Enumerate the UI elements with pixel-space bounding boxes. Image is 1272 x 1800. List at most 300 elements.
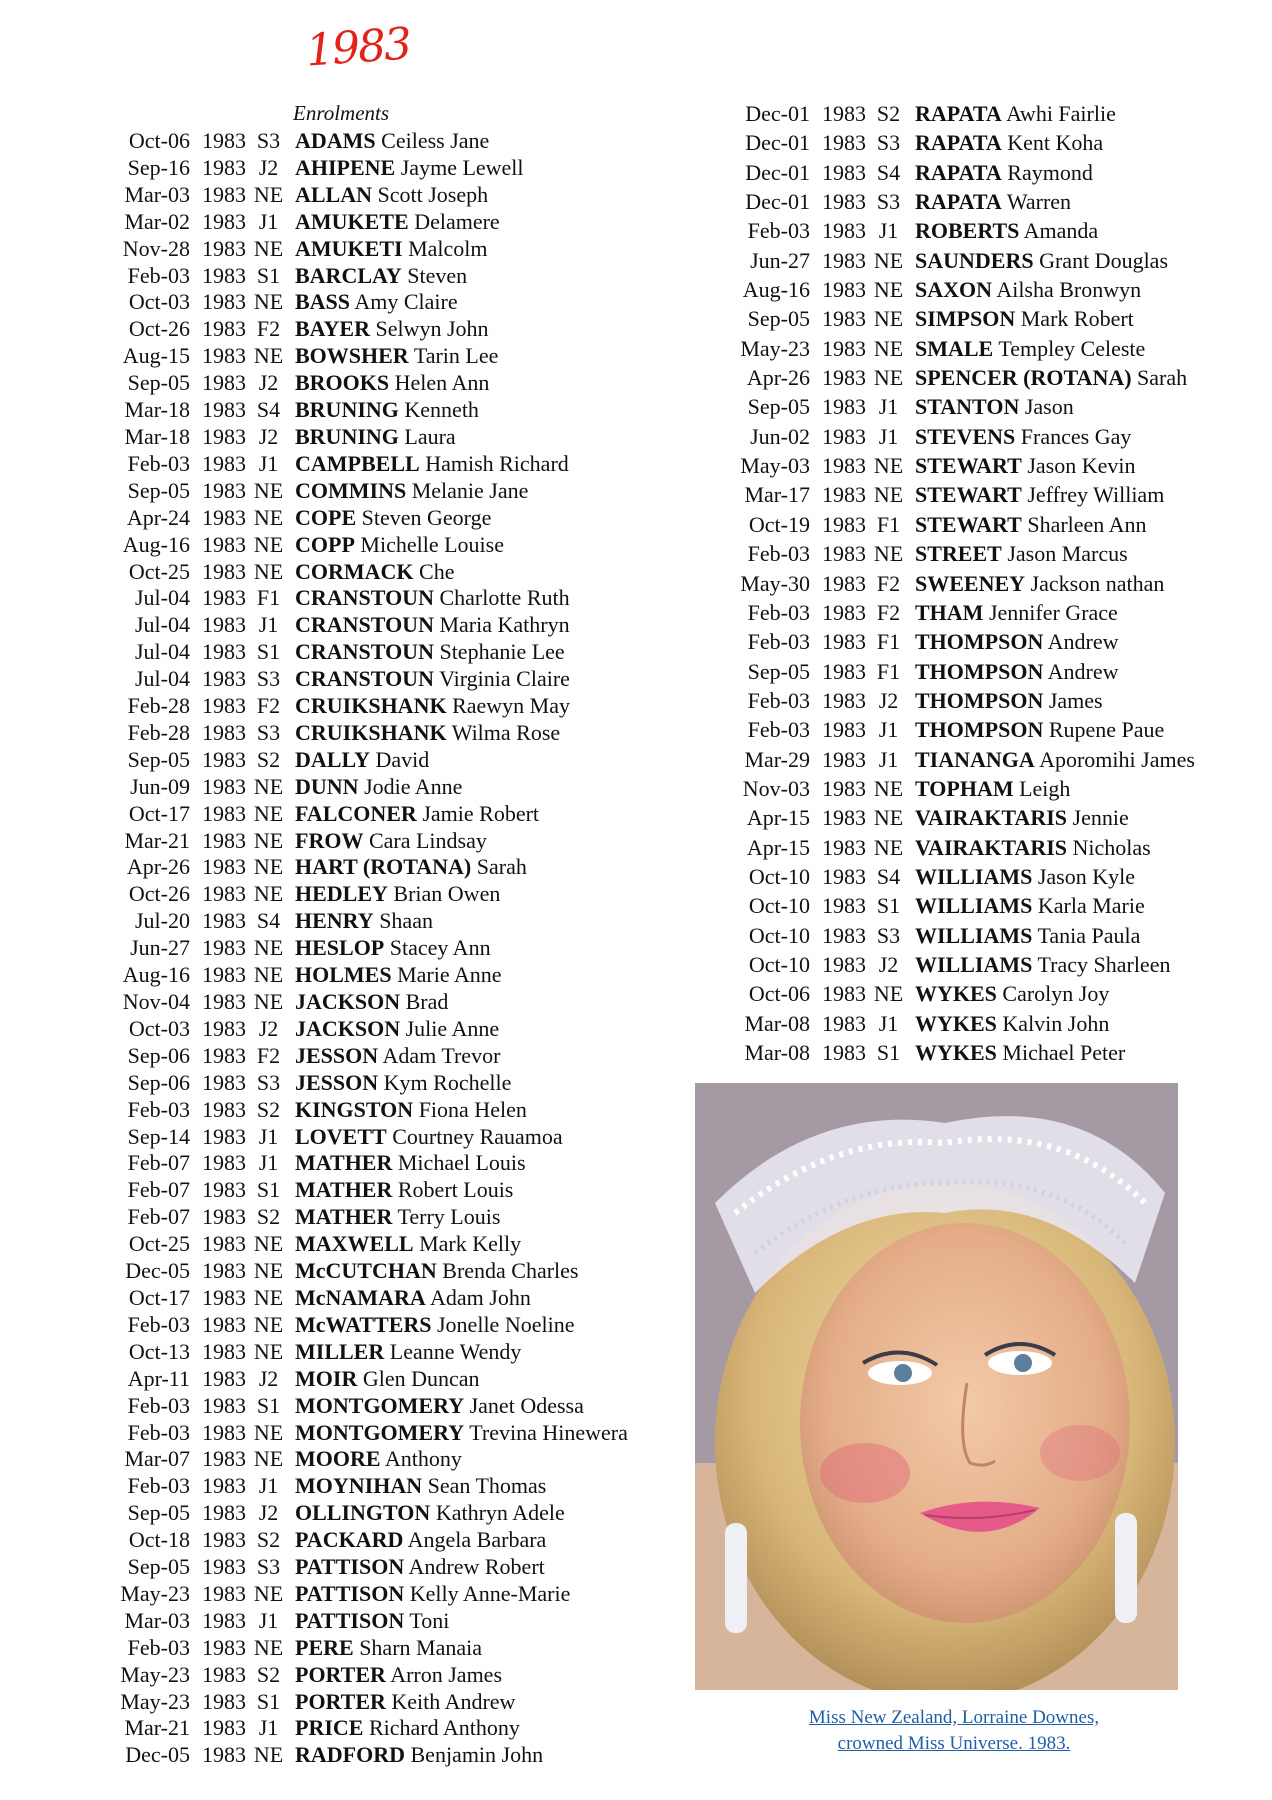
student-surname: WYKES — [915, 1040, 997, 1065]
enrolment-class: S3 — [876, 922, 901, 948]
enrolment-row — [95, 854, 675, 881]
enrolment-class: S3 — [876, 130, 901, 156]
student-surname: STEWART — [915, 453, 1022, 479]
student-surname: ROBERTS — [915, 218, 1020, 244]
enrolment-date: Jun-02 — [750, 423, 810, 449]
enrolment-row — [95, 209, 675, 236]
student-given-names: Kenneth — [404, 397, 479, 423]
student-name — [911, 657, 1119, 686]
enrolment-row — [700, 569, 1260, 598]
student-surname: CRUIKSHANK — [295, 693, 447, 719]
student-name — [291, 1635, 482, 1662]
student-given-names: Richard Anthony — [368, 1715, 520, 1741]
enrolment-row — [700, 422, 1260, 451]
enrolment-year: 1983 — [822, 189, 866, 215]
enrolment-row — [700, 216, 1260, 245]
student-surname: CRANSTOUN — [295, 585, 434, 611]
student-name — [291, 505, 491, 532]
enrolment-year: 1983 — [822, 423, 866, 449]
student-given-names: Ceiless Jane — [381, 128, 490, 153]
student-surname: JACKSON — [295, 989, 401, 1014]
enrolment-date: Jul-04 — [135, 612, 190, 638]
enrolment-class: J2 — [258, 1015, 279, 1041]
enrolment-class: S2 — [876, 101, 901, 126]
enrolment-row — [95, 1662, 675, 1689]
student-surname: STREET — [915, 541, 1002, 567]
student-given-names: Raymond — [1007, 159, 1093, 185]
enrolment-class: NE — [253, 773, 284, 799]
enrolment-date: Jun-27 — [750, 247, 810, 273]
enrolment-class: NE — [253, 1311, 284, 1337]
enrolment-year: 1983 — [202, 1661, 246, 1687]
student-name — [291, 1473, 546, 1500]
enrolment-class: J2 — [258, 154, 279, 180]
enrolment-class: J1 — [878, 218, 899, 244]
student-surname: ALLAN — [295, 181, 373, 207]
student-name — [291, 155, 524, 182]
enrolment-row — [700, 304, 1260, 333]
student-given-names: Wilma Rose — [451, 719, 561, 745]
student-name — [291, 236, 488, 263]
student-surname: STEWART — [915, 482, 1022, 508]
enrolment-year: 1983 — [822, 746, 866, 772]
student-given-names: Trevina Hinewera — [469, 1419, 628, 1445]
student-name — [291, 289, 458, 316]
student-name — [911, 950, 1170, 979]
student-given-names: Jayme Lewell — [400, 154, 524, 180]
enrolment-class: NE — [253, 1284, 284, 1310]
enrolment-class: NE — [253, 935, 284, 961]
enrolment-class: S4 — [256, 397, 281, 423]
student-given-names: Amy Claire — [354, 289, 458, 315]
enrolment-row — [95, 1554, 675, 1581]
enrolment-row — [95, 1393, 675, 1420]
student-name — [291, 1124, 563, 1151]
enrolment-row — [95, 263, 675, 290]
student-name — [291, 585, 570, 612]
enrolment-year: 1983 — [822, 629, 866, 655]
student-name — [911, 158, 1093, 187]
enrolment-date: Oct-10 — [748, 863, 810, 889]
caption-line-1[interactable]: Miss New Zealand, Lorraine Downes, — [808, 1707, 1100, 1728]
enrolment-row — [700, 187, 1260, 216]
enrolment-row — [95, 1043, 675, 1070]
student-surname: WILLIAMS — [915, 951, 1033, 977]
enrolment-row — [700, 833, 1260, 862]
enrolment-date: Feb-03 — [127, 1311, 190, 1337]
student-given-names: Amanda — [1023, 218, 1099, 244]
student-name — [911, 745, 1195, 774]
portrait-illustration — [695, 1083, 1178, 1690]
enrolment-class: S1 — [256, 1392, 281, 1418]
student-surname: WILLIAMS — [915, 893, 1033, 919]
student-given-names: Sharleen Ann — [1027, 511, 1147, 537]
enrolment-date: Nov-03 — [742, 775, 810, 801]
enrolment-year: 1983 — [822, 981, 866, 1007]
enrolment-class: NE — [253, 1258, 284, 1284]
student-given-names: Tracy Sharleen — [1037, 951, 1171, 977]
student-surname: THAM — [915, 599, 984, 625]
enrolment-year: 1983 — [822, 101, 866, 126]
student-given-names: Glen Duncan — [362, 1365, 480, 1391]
enrolment-year: 1983 — [202, 477, 246, 503]
enrolment-row — [700, 128, 1260, 157]
student-surname: BRUNING — [295, 397, 399, 423]
student-surname: STANTON — [915, 394, 1020, 420]
enrolment-row — [700, 891, 1260, 920]
student-surname: CRANSTOUN — [295, 639, 434, 665]
student-name — [291, 1715, 520, 1742]
enrolment-year: 1983 — [822, 863, 866, 889]
student-surname: MOYNIHAN — [295, 1473, 423, 1499]
enrolment-year: 1983 — [202, 773, 246, 799]
enrolment-row — [700, 950, 1260, 979]
enrolment-class: NE — [873, 335, 904, 361]
student-name — [291, 1393, 584, 1420]
enrolment-date: Jul-04 — [135, 666, 190, 692]
student-surname: THOMPSON — [915, 687, 1044, 713]
student-given-names: Raewyn May — [452, 693, 570, 719]
student-given-names: Templey Celeste — [998, 335, 1146, 361]
enrolment-class: NE — [253, 1446, 284, 1472]
enrolment-date: May-23 — [120, 1688, 190, 1714]
student-name — [291, 559, 455, 586]
enrolment-year: 1983 — [202, 1231, 246, 1257]
student-given-names: Warren — [1006, 189, 1072, 215]
enrolment-row — [95, 720, 675, 747]
enrolment-row — [95, 343, 675, 370]
student-surname: RAPATA — [915, 159, 1002, 185]
enrolment-class: S2 — [256, 1096, 281, 1122]
student-name — [291, 1150, 526, 1177]
enrolment-date: Sep-05 — [127, 477, 190, 503]
enrolment-class: F1 — [876, 629, 901, 655]
student-name — [911, 774, 1070, 803]
enrolment-row — [95, 585, 675, 612]
student-name — [291, 1742, 543, 1769]
student-given-names: Keith Andrew — [391, 1688, 516, 1714]
enrolment-row — [95, 801, 675, 828]
student-given-names: Benjamin John — [410, 1742, 544, 1768]
student-surname: MAXWELL — [295, 1231, 414, 1257]
enrolment-row — [95, 881, 675, 908]
student-given-names: Jason Marcus — [1007, 541, 1128, 567]
enrolment-year: 1983 — [202, 962, 246, 988]
enrolment-date: Oct-13 — [128, 1338, 190, 1364]
student-given-names: Virginia Claire — [439, 666, 570, 692]
student-surname: CRUIKSHANK — [295, 719, 447, 745]
enrolment-class: NE — [873, 306, 904, 332]
enrolment-date: Feb-07 — [127, 1204, 190, 1230]
student-name — [291, 1016, 499, 1043]
student-given-names: Adam Trevor — [382, 1042, 501, 1068]
enrolment-date: Sep-05 — [747, 306, 810, 332]
student-name — [911, 833, 1151, 862]
enrolment-date: May-03 — [740, 453, 810, 479]
student-surname: JESSON — [295, 1042, 379, 1068]
enrolment-year: 1983 — [202, 666, 246, 692]
student-given-names: Michael Peter — [1002, 1040, 1126, 1065]
enrolment-class: F2 — [256, 316, 281, 342]
enrolment-class: J1 — [878, 1010, 899, 1036]
enrolment-date: Oct-10 — [748, 922, 810, 948]
enrolment-row — [700, 510, 1260, 539]
enrolment-date: Jul-20 — [135, 908, 190, 934]
enrolment-date: Feb-03 — [127, 1419, 190, 1445]
student-surname: DALLY — [295, 746, 370, 772]
enrolment-row — [95, 1312, 675, 1339]
enrolment-year: 1983 — [822, 541, 866, 567]
enrolment-class: NE — [253, 1338, 284, 1364]
enrolment-year: 1983 — [202, 746, 246, 772]
student-name — [291, 209, 500, 236]
student-name — [291, 1177, 513, 1204]
enrolment-row — [95, 155, 675, 182]
enrolment-date: Mar-29 — [744, 746, 810, 772]
enrolment-year: 1983 — [202, 289, 246, 315]
enrolment-list-left — [95, 128, 675, 1769]
enrolment-row — [95, 1527, 675, 1554]
enrolment-date: Oct-26 — [128, 881, 190, 907]
enrolment-row — [95, 828, 675, 855]
student-given-names: Kent Koha — [1007, 130, 1104, 156]
enrolment-date: Feb-03 — [127, 262, 190, 288]
enrolment-class: F1 — [876, 511, 901, 537]
enrolment-year: 1983 — [822, 159, 866, 185]
enrolment-year: 1983 — [202, 1069, 246, 1095]
student-surname: CORMACK — [295, 558, 414, 584]
student-given-names: Kelly Anne-Marie — [409, 1580, 571, 1606]
enrolment-date: Dec-05 — [125, 1258, 190, 1284]
caption-line-2[interactable]: crowned Miss Universe. 1983. — [837, 1733, 1071, 1754]
enrolment-date: Sep-05 — [127, 746, 190, 772]
student-name — [291, 908, 433, 935]
enrolment-class: J1 — [878, 717, 899, 743]
enrolment-year: 1983 — [202, 235, 246, 261]
student-given-names: Charlotte Ruth — [439, 585, 570, 611]
enrolment-class: S2 — [256, 1204, 281, 1230]
enrolment-class: NE — [873, 277, 904, 303]
enrolment-date: Feb-03 — [747, 218, 810, 244]
student-surname: WYKES — [915, 1010, 997, 1036]
student-surname: MOIR — [295, 1365, 358, 1391]
enrolment-row — [95, 1742, 675, 1769]
enrolment-year: 1983 — [202, 1742, 246, 1768]
student-surname: TIANANGA — [915, 746, 1035, 772]
enrolment-date: Sep-05 — [747, 658, 810, 684]
enrolment-date: Mar-17 — [744, 482, 810, 508]
student-given-names: Tania Paula — [1037, 922, 1141, 948]
enrolment-row — [700, 99, 1260, 128]
enrolment-date: Oct-06 — [748, 981, 810, 1007]
student-name — [911, 304, 1134, 333]
enrolment-class: S3 — [256, 1069, 281, 1095]
student-name — [911, 480, 1164, 509]
enrolment-class: NE — [253, 1580, 284, 1606]
enrolment-class: J2 — [878, 951, 899, 977]
student-surname: LOVETT — [295, 1123, 387, 1149]
enrolment-row — [95, 693, 675, 720]
student-surname: THOMPSON — [915, 717, 1044, 743]
student-given-names: Jennifer Grace — [988, 599, 1118, 625]
enrolment-class: S1 — [876, 1040, 901, 1065]
enrolment-row — [95, 397, 675, 424]
student-surname: MATHER — [295, 1150, 393, 1176]
enrolment-row — [95, 639, 675, 666]
student-name — [911, 598, 1118, 627]
enrolment-class: NE — [253, 558, 284, 584]
enrolment-year: 1983 — [202, 181, 246, 207]
enrolment-year: 1983 — [822, 893, 866, 919]
enrolment-year: 1983 — [202, 450, 246, 476]
enrolment-class: S3 — [876, 189, 901, 215]
student-surname: CAMPBELL — [295, 450, 420, 476]
student-name — [911, 216, 1098, 245]
student-name — [911, 392, 1074, 421]
enrolment-year: 1983 — [202, 612, 246, 638]
enrolment-year: 1983 — [822, 805, 866, 831]
enrolment-class: S1 — [256, 1177, 281, 1203]
student-name — [291, 424, 456, 451]
enrolment-date: Mar-21 — [124, 827, 190, 853]
enrolment-row — [700, 803, 1260, 832]
student-name — [911, 128, 1103, 157]
enrolment-date: Mar-03 — [124, 1607, 190, 1633]
enrolment-class: S1 — [256, 1688, 281, 1714]
student-surname: DUNN — [295, 773, 359, 799]
enrolment-date: Apr-15 — [746, 834, 810, 860]
student-surname: PATTISON — [295, 1554, 405, 1580]
enrolment-row — [95, 532, 675, 559]
student-name — [911, 539, 1128, 568]
enrolment-class: S3 — [256, 719, 281, 745]
student-given-names: Mark Robert — [1020, 306, 1134, 332]
enrolment-class: NE — [873, 805, 904, 831]
enrolment-year: 1983 — [202, 397, 246, 423]
student-surname: McNAMARA — [295, 1284, 426, 1310]
student-name — [291, 370, 489, 397]
enrolment-row — [700, 158, 1260, 187]
enrolment-year: 1983 — [202, 1446, 246, 1472]
student-surname: COMMINS — [295, 477, 407, 503]
enrolment-row — [700, 363, 1260, 392]
student-name — [911, 627, 1119, 656]
student-surname: HART (ROTANA) — [295, 854, 472, 880]
student-given-names: Malcolm — [408, 235, 488, 261]
student-surname: RAPATA — [915, 101, 1002, 126]
enrolment-row — [700, 392, 1260, 421]
student-name — [291, 693, 570, 720]
student-given-names: Melanie Jane — [411, 477, 529, 503]
enrolment-date: Oct-26 — [128, 316, 190, 342]
student-name — [291, 747, 429, 774]
student-name — [291, 1204, 500, 1231]
student-name — [911, 363, 1187, 392]
enrolment-class: J1 — [878, 423, 899, 449]
enrolment-class: J2 — [258, 423, 279, 449]
enrolment-date: Feb-03 — [747, 541, 810, 567]
student-surname: CRANSTOUN — [295, 666, 434, 692]
enrolment-year: 1983 — [822, 658, 866, 684]
enrolment-row — [95, 1204, 675, 1231]
student-surname: FROW — [295, 827, 364, 853]
enrolment-row — [95, 747, 675, 774]
student-given-names: Arron James — [390, 1661, 503, 1687]
student-given-names: Grant Douglas — [1039, 247, 1169, 273]
student-surname: JESSON — [295, 1069, 379, 1095]
student-given-names: Toni — [409, 1607, 450, 1633]
enrolment-year: 1983 — [202, 1177, 246, 1203]
enrolment-year: 1983 — [202, 1204, 246, 1230]
student-given-names: Sharn Manaia — [359, 1634, 482, 1660]
enrolment-year: 1983 — [202, 1500, 246, 1526]
enrolment-row — [700, 1038, 1260, 1067]
student-name — [291, 1043, 500, 1070]
enrolment-year: 1983 — [202, 1258, 246, 1284]
enrolment-class: NE — [253, 1634, 284, 1660]
student-given-names: Stacey Ann — [389, 935, 491, 961]
enrolment-row — [95, 1635, 675, 1662]
enrolment-year: 1983 — [202, 1688, 246, 1714]
student-name — [291, 1608, 449, 1635]
enrolment-class: NE — [873, 453, 904, 479]
enrolment-year: 1983 — [202, 1473, 246, 1499]
enrolment-row — [95, 424, 675, 451]
enrolment-year: 1983 — [202, 558, 246, 584]
enrolment-row — [95, 1150, 675, 1177]
student-given-names: Delamere — [414, 208, 500, 234]
enrolment-class: F1 — [256, 585, 281, 611]
student-given-names: Brian Owen — [393, 881, 501, 907]
enrolment-year: 1983 — [822, 775, 866, 801]
photo-caption[interactable] — [695, 1705, 1213, 1757]
student-given-names: Janet Odessa — [469, 1392, 584, 1418]
student-name — [911, 715, 1164, 744]
student-surname: ADAMS — [295, 128, 376, 153]
enrolment-year: 1983 — [202, 1634, 246, 1660]
enrolment-date: Aug-16 — [122, 531, 190, 557]
enrolment-year: 1983 — [822, 599, 866, 625]
enrolment-class: S3 — [256, 1554, 281, 1580]
enrolment-class: NE — [253, 1231, 284, 1257]
student-name — [911, 187, 1071, 216]
enrolment-row — [95, 1715, 675, 1742]
student-given-names: Marie Anne — [397, 962, 502, 988]
enrolment-date: Apr-26 — [746, 365, 810, 391]
enrolment-date: Sep-05 — [127, 370, 190, 396]
enrolment-row — [700, 451, 1260, 480]
enrolment-year: 1983 — [202, 827, 246, 853]
enrolment-class: F2 — [876, 599, 901, 625]
enrolment-date: Mar-18 — [124, 423, 190, 449]
student-given-names: Anthony — [384, 1446, 462, 1472]
enrolment-class: S1 — [256, 639, 281, 665]
enrolment-date: Apr-26 — [126, 854, 190, 880]
student-surname: MOORE — [295, 1446, 381, 1472]
student-given-names: Jeffrey William — [1027, 482, 1165, 508]
student-given-names: Laura — [404, 423, 456, 449]
enrolment-row — [95, 236, 675, 263]
enrolment-date: Dec-05 — [125, 1742, 190, 1768]
student-surname: PATTISON — [295, 1580, 405, 1606]
enrolment-year: 1983 — [822, 130, 866, 156]
enrolment-class: NE — [873, 981, 904, 1007]
enrolment-row — [95, 1258, 675, 1285]
student-name — [911, 569, 1164, 598]
enrolment-date: Feb-03 — [127, 450, 190, 476]
student-given-names: Leigh — [1019, 775, 1071, 801]
student-given-names: Jason — [1024, 394, 1074, 420]
